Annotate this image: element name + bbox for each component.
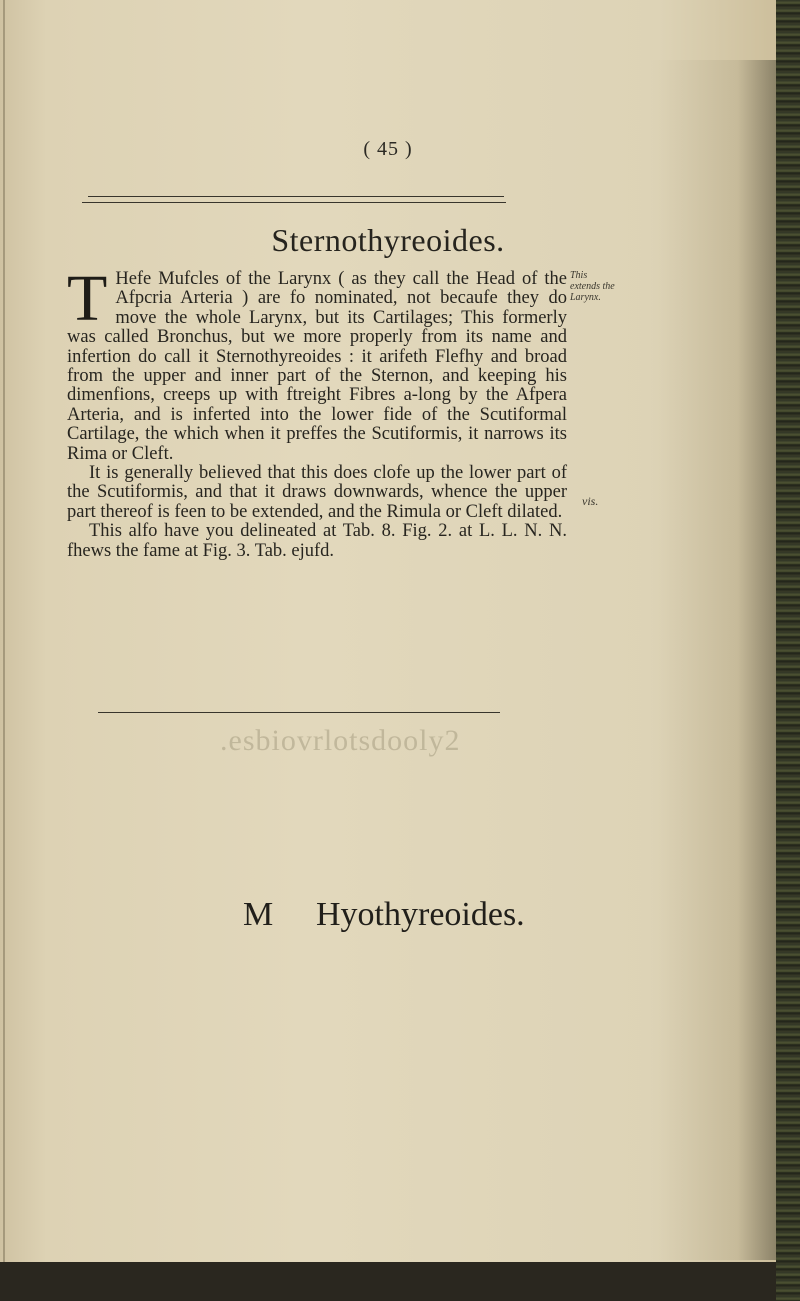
paragraph-3: This alfo have you delineated at Tab. 8. Fig. 2. at L. L. N. N. fhews the fame at Fig. 3. Tab. ejufd. [67,521,567,561]
bleedthrough-text: .esbiovrlotsdooly2 [220,724,461,757]
page-number: ( 45 ) [363,138,413,160]
paragraph-2: It is generally believed that this does clofe up the lower part of the Scutiformis, and that it draws downwards, whence the upper part thereof is feen to be extended, and the Rimula or Cleft dilated. [67,463,567,522]
header-rule-bottom [82,202,506,203]
page-bottom-shadow [0,1262,776,1301]
drop-cap: T [67,262,108,335]
paragraph-1-text: Hefe Mufcles of the Larynx ( as they call the Head of the Afpcria Arteria ) are fo nominated, not becaufe they do move the whole Larynx, but its Cartilages; This formerly was called Bronchus, but we more properly from its name and infertion do call it Sternothyreoides : it arifeth Flefhy and broad from the upper and inner part of the Sternon, and keeping his dimenfions, creeps up with ftreight Fibres a-long by the Afpera Arteria, and is inferted into the lower fide of the Scutiformal Cartilage, the which when it preffes the Scutiformis, it narrows its Rima or Cleft. [67,269,567,464]
catchword: Hyothyreoides. [316,896,525,933]
page-fold-line [3,0,5,1301]
margin-note: This extends the Larynx. [570,270,615,303]
body-text [67,262,567,561]
section-title: Sternothyreoides. [271,222,505,258]
page-edge-binding [776,0,800,1301]
paragraph-1 [67,262,567,464]
footer-rule [98,712,500,713]
signature-mark: M [243,896,274,933]
header-rule-top [88,196,504,197]
margin-note-vis: vis. [582,494,599,508]
